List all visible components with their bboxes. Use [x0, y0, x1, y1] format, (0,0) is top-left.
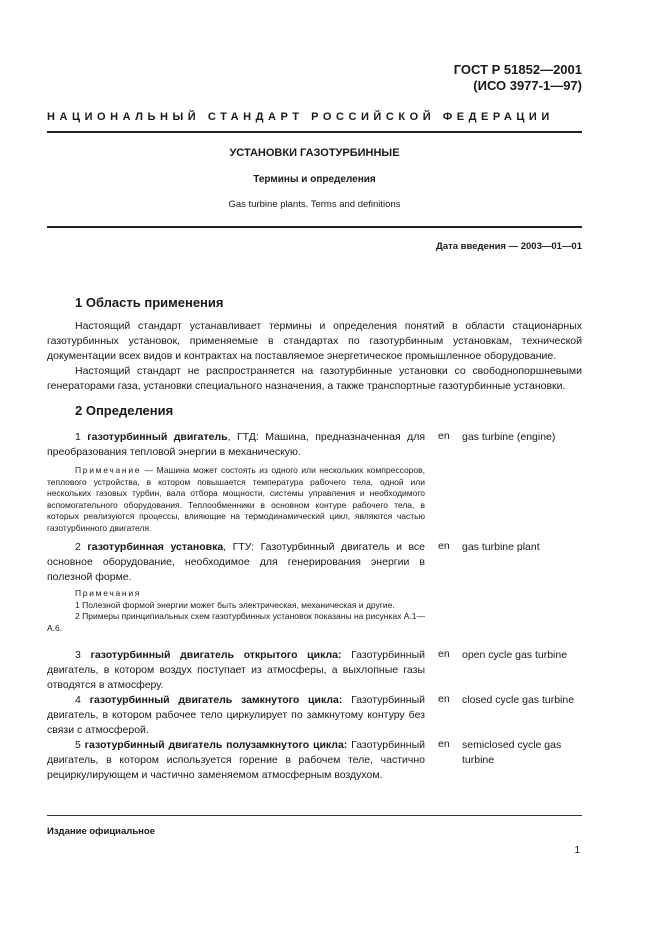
note-2 — [47, 588, 425, 634]
section-2-heading: 2 Определения — [75, 403, 174, 418]
national-standard-heading: НАЦИОНАЛЬНЫЙ СТАНДАРТ РОССИЙСКОЙ ФЕДЕРАЦИИ — [47, 111, 554, 123]
gost-number: ГОСТ Р 51852—2001 — [453, 62, 582, 77]
term-5-number: 5 — [75, 739, 81, 751]
gost-code-block — [454, 62, 582, 94]
section-1-heading: 1 Область применения — [75, 295, 224, 310]
term-1-name: газотурбинный двигатель — [87, 431, 228, 443]
title-rule — [47, 226, 582, 228]
term-2-definition — [47, 540, 425, 585]
note-1-text: — Машина может состоять из одного или нескольких компрессоров, теплового устройства, в котором повышается температура рабочего тела, одной или нескольких газовых турбин, вала отбора мощности, системы управления и необходимого вспомогательного оборудования. Теплообменники в основном контуре рабочего тела, в которых реализуются процессы, влияющие на термодинамический цикл, являются частью газотурбинного двигателя. — [47, 465, 425, 533]
term-5-name: газотурбинный двигатель полузамкнутого цикла: — [84, 739, 348, 751]
term-1-text: , ГТД: Машина, предназначенная для преобразования тепловой энергии в механическую. — [47, 431, 426, 458]
term-4-lang: en — [438, 693, 450, 705]
header-rule — [47, 131, 582, 133]
note-2-label: Примечания — [75, 588, 142, 598]
term-5-lang: en — [438, 738, 450, 750]
term-1-definition — [47, 430, 425, 460]
note-1 — [47, 465, 425, 534]
term-5-definition — [47, 738, 425, 783]
term-2-text: , ГТУ: Газотурбинный двигатель и все основное оборудование, необходимое для генерирования энергии в полезной форме. — [47, 541, 426, 583]
term-3-lang: en — [438, 648, 450, 660]
term-2-english: gas turbine plant — [462, 541, 540, 553]
term-4-name: газотурбинный двигатель замкнутого цикла: — [89, 694, 343, 706]
term-1-number: 1 — [75, 431, 81, 443]
term-3-number: 3 — [75, 649, 81, 661]
footer-rule — [47, 815, 582, 816]
term-2-lang: en — [438, 540, 450, 552]
term-1-english: gas turbine (engine) — [462, 431, 556, 443]
term-3-text: Газотурбинный двигатель, в котором воздух поступает из атмосферы, а выхлопные газы отводятся в атмосферу. — [47, 649, 425, 691]
official-edition-label: Издание официальное — [47, 826, 155, 837]
term-4-number: 4 — [75, 694, 81, 706]
term-5-text: Газотурбинный двигатель, в котором используется горение в рабочем теле, частично рециркулирующем и частично заменяемом атмосферным воздухом. — [47, 739, 426, 781]
document-title: УСТАНОВКИ ГАЗОТУРБИННЫЕ — [229, 147, 400, 159]
section-1-paragraph-1: Настоящий стандарт устанавливает термины и определения понятий в области стационарных газотурбинных установок, применяемые в стандартах по газотурбинным установкам, технической документации всех видов и контрактах на поставляемое энергетическое промышленное оборудование. — [47, 320, 582, 362]
term-4-english: closed cycle gas turbine — [462, 694, 575, 706]
term-2-number: 2 — [75, 541, 81, 553]
document-subtitle: Термины и определения — [253, 174, 376, 185]
page-number: 1 — [574, 845, 580, 856]
note-1-label: Примечание — [75, 465, 142, 475]
english-title: Gas turbine plants. Terms and definitions — [228, 199, 401, 210]
introduction-date: Дата введения — 2003—01—01 — [436, 241, 582, 252]
term-2-name: газотурбинная установка — [87, 541, 224, 553]
term-4-text: Газотурбинный двигатель, в котором рабочее тело циркулирует по замкнутому контуру без связи с атмосферой. — [47, 694, 426, 736]
note-2-item-1: 1 Полезной формой энергии может быть электрическая, механическая и другие. — [75, 599, 395, 610]
term-5-english: semiclosed cycle gas turbine — [462, 739, 562, 766]
term-1-lang: en — [438, 430, 450, 442]
term-3-definition — [47, 648, 425, 693]
iso-number: (ИСО 3977-1—97) — [473, 78, 582, 93]
term-3-name: газотурбинный двигатель открытого цикла: — [90, 649, 342, 661]
term-3-english: open cycle gas turbine — [462, 649, 568, 661]
section-1-paragraph-2: Настоящий стандарт не распространяется на газотурбинные установки со свободнопоршневыми генераторами газа, установки специального назначения, а также транспортные газотурбинные установки. — [47, 365, 582, 392]
section-1-body — [47, 319, 582, 394]
term-4-definition — [47, 693, 425, 738]
note-2-item-2: 2 Примеры принципиальных схем газотурбинных установок показаны на рисунках А.1—А.6. — [47, 611, 425, 633]
